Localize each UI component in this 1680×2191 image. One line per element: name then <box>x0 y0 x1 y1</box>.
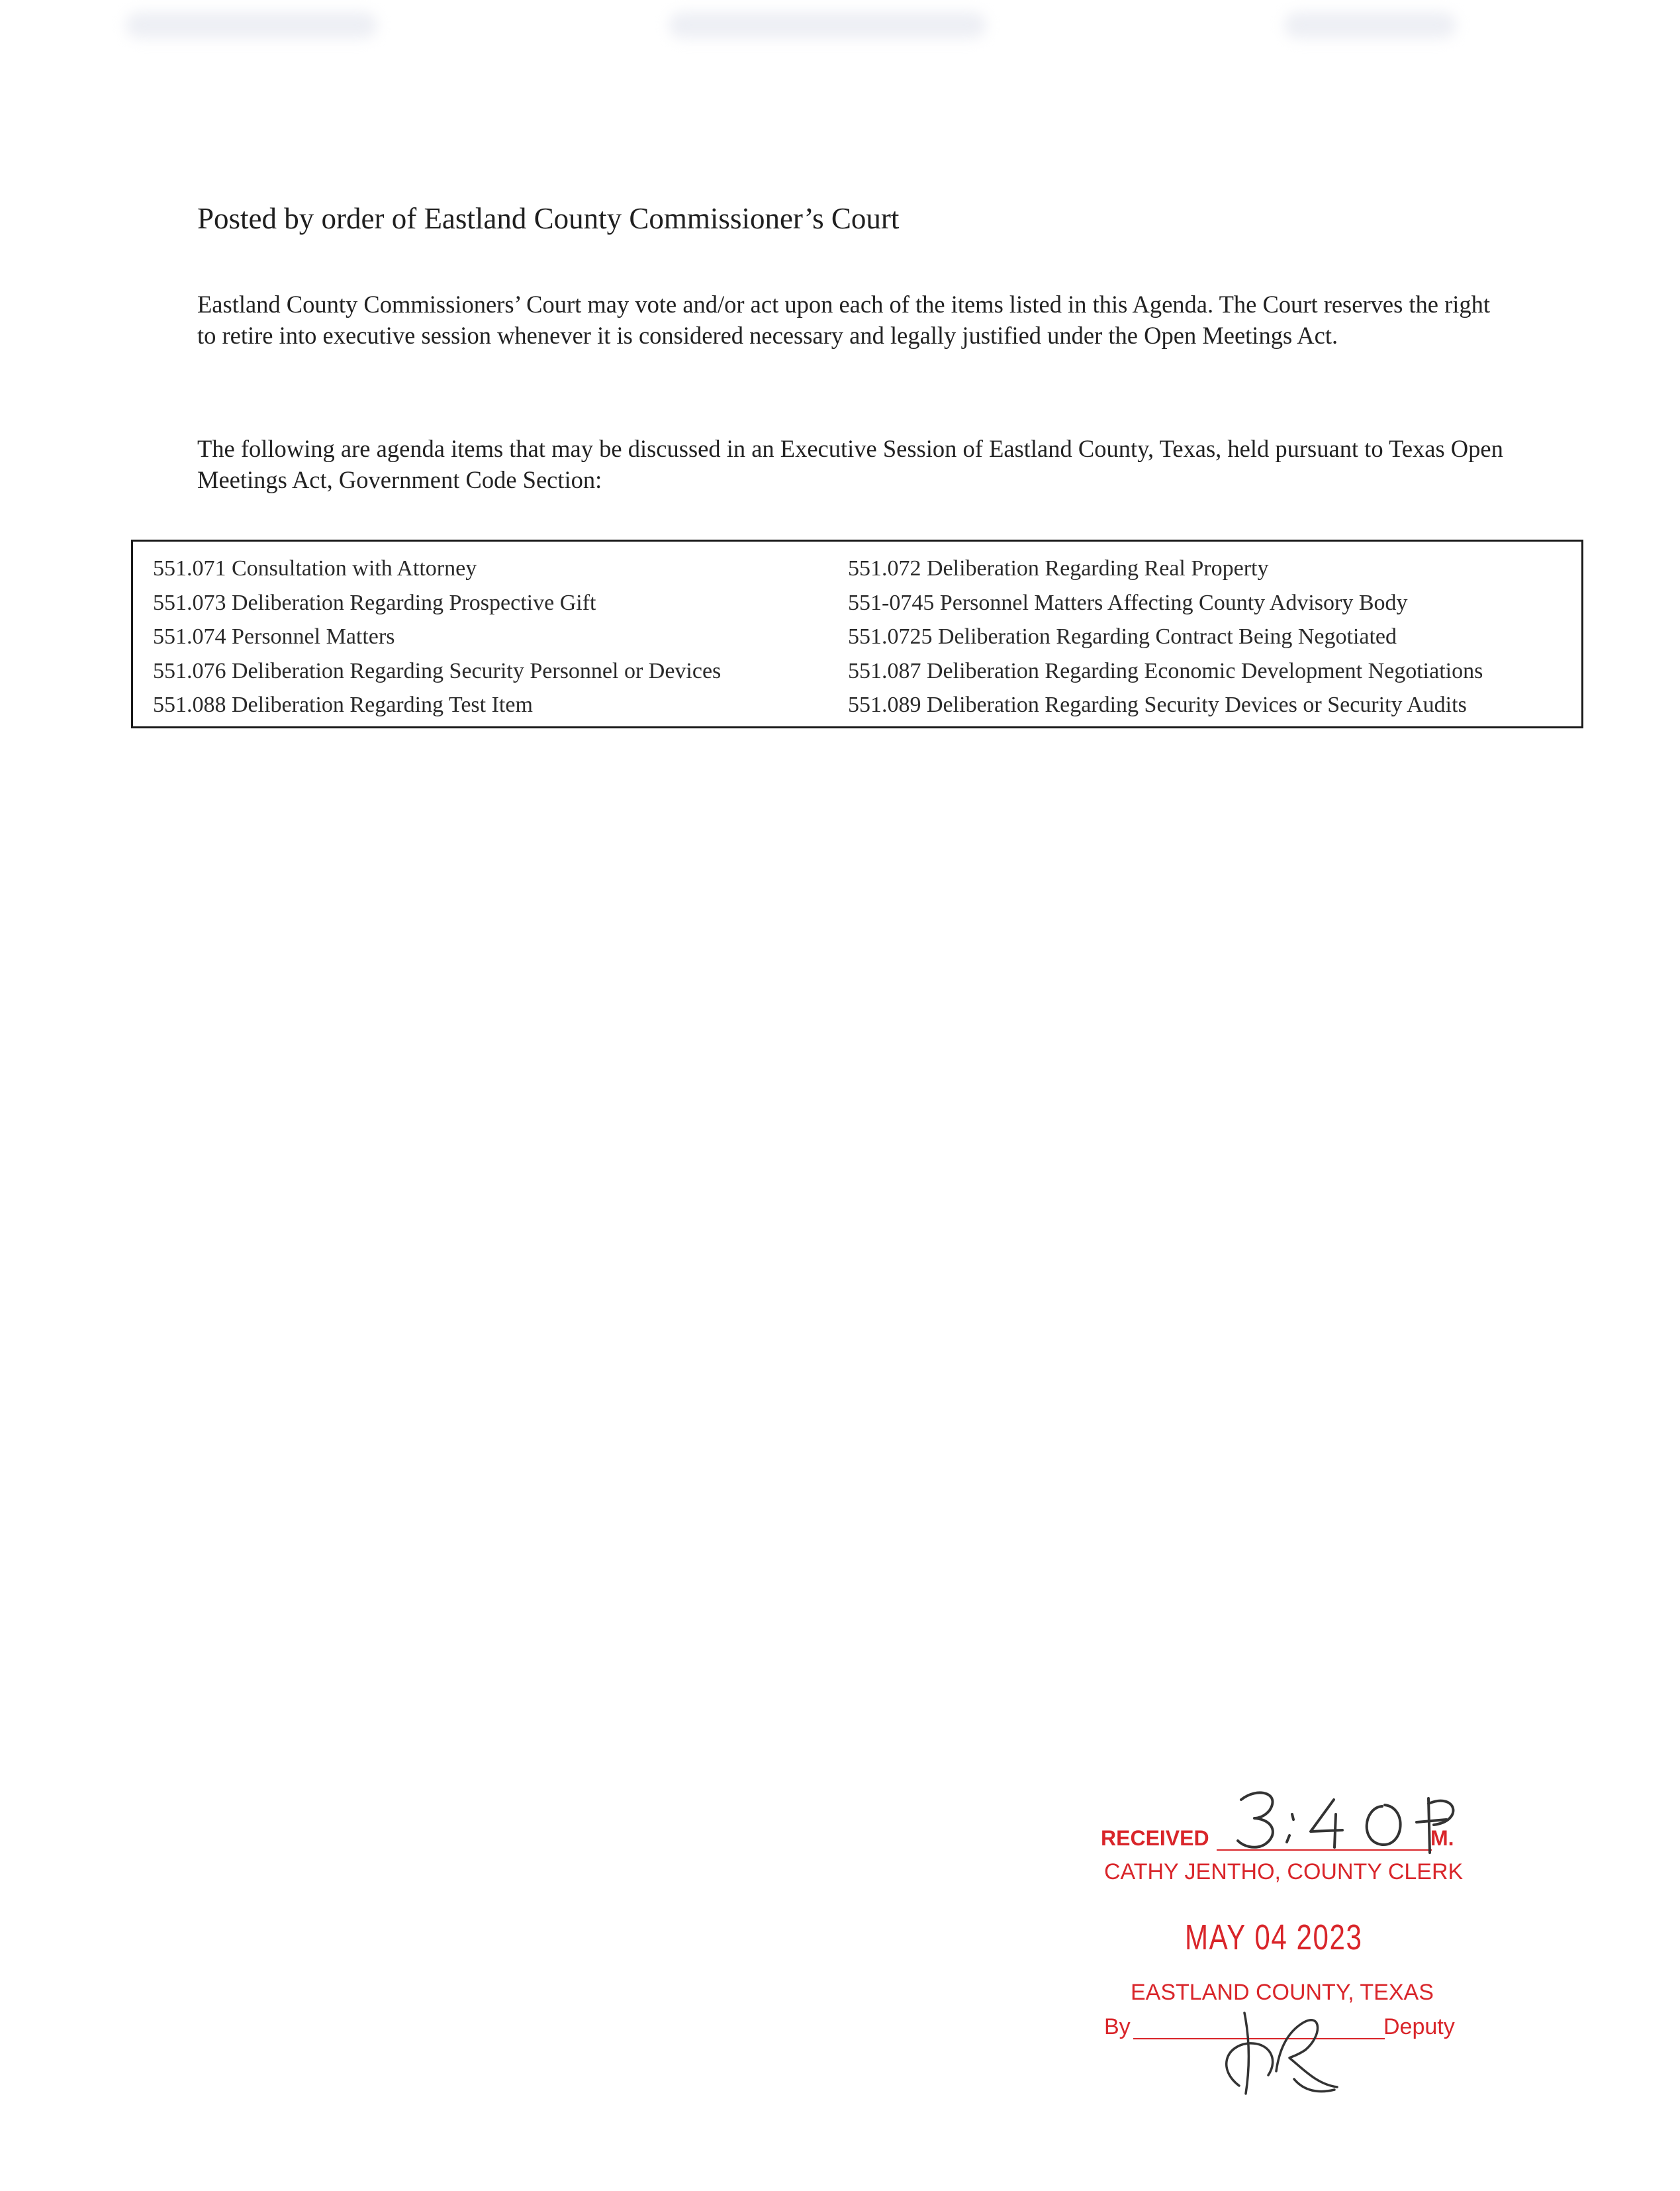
section-item: 551.087 Deliberation Regarding Economic Development Negotiations <box>848 659 1483 683</box>
section-item: 551.076 Deliberation Regarding Security Personnel or Devices <box>153 659 722 683</box>
section-item: 551.071 Consultation with Attorney <box>153 556 477 581</box>
scan-smudge <box>1284 12 1456 38</box>
scan-smudge <box>669 12 986 38</box>
handwritten-time <box>1218 1781 1483 1854</box>
scan-smudge <box>126 12 377 38</box>
section-item: 551.074 Personnel Matters <box>153 624 395 649</box>
stamp-m-suffix: M. <box>1430 1826 1454 1850</box>
section-item: 551.0725 Deliberation Regarding Contract Being Negotiated <box>848 624 1397 649</box>
section-item: 551-0745 Personnel Matters Affecting County Advisory Body <box>848 591 1408 615</box>
stamp-deputy-label: Deputy <box>1383 2014 1455 2039</box>
section-item: 551.089 Deliberation Regarding Security Devices or Security Audits <box>848 693 1467 717</box>
executive-session-paragraph: The following are agenda items that may be discussed in an Executive Session of Eastland County, Texas, held pursuant to Texas Open Meetings Act, Government Code Section: <box>197 435 1503 493</box>
stamp-county: EASTLAND COUNTY, TEXAS <box>1131 1980 1434 2005</box>
stamp-received-label: RECEIVED <box>1101 1826 1209 1850</box>
section-item: 551.073 Deliberation Regarding Prospective Gift <box>153 591 596 615</box>
posted-heading: Posted by order of Eastland County Commissioner’s Court <box>197 202 900 235</box>
section-item: 551.088 Deliberation Regarding Test Item <box>153 693 533 717</box>
court-authority-paragraph: Eastland County Commissioners’ Court may vote and/or act upon each of the items listed in this Agenda. The Court reserves the right to retire into executive session whenever it is considered necessary and legally justified under the Open Meetings Act. <box>197 291 1491 349</box>
stamp-clerk-name: CATHY JENTHO, COUNTY CLERK <box>1104 1859 1464 1884</box>
deputy-signature <box>1205 2006 1357 2106</box>
section-item: 551.072 Deliberation Regarding Real Property <box>848 556 1269 581</box>
stamp-date: MAY 04 2023 <box>1185 1918 1363 1957</box>
stamp-by-label: By <box>1104 2014 1131 2039</box>
government-code-sections-box <box>131 540 1583 728</box>
